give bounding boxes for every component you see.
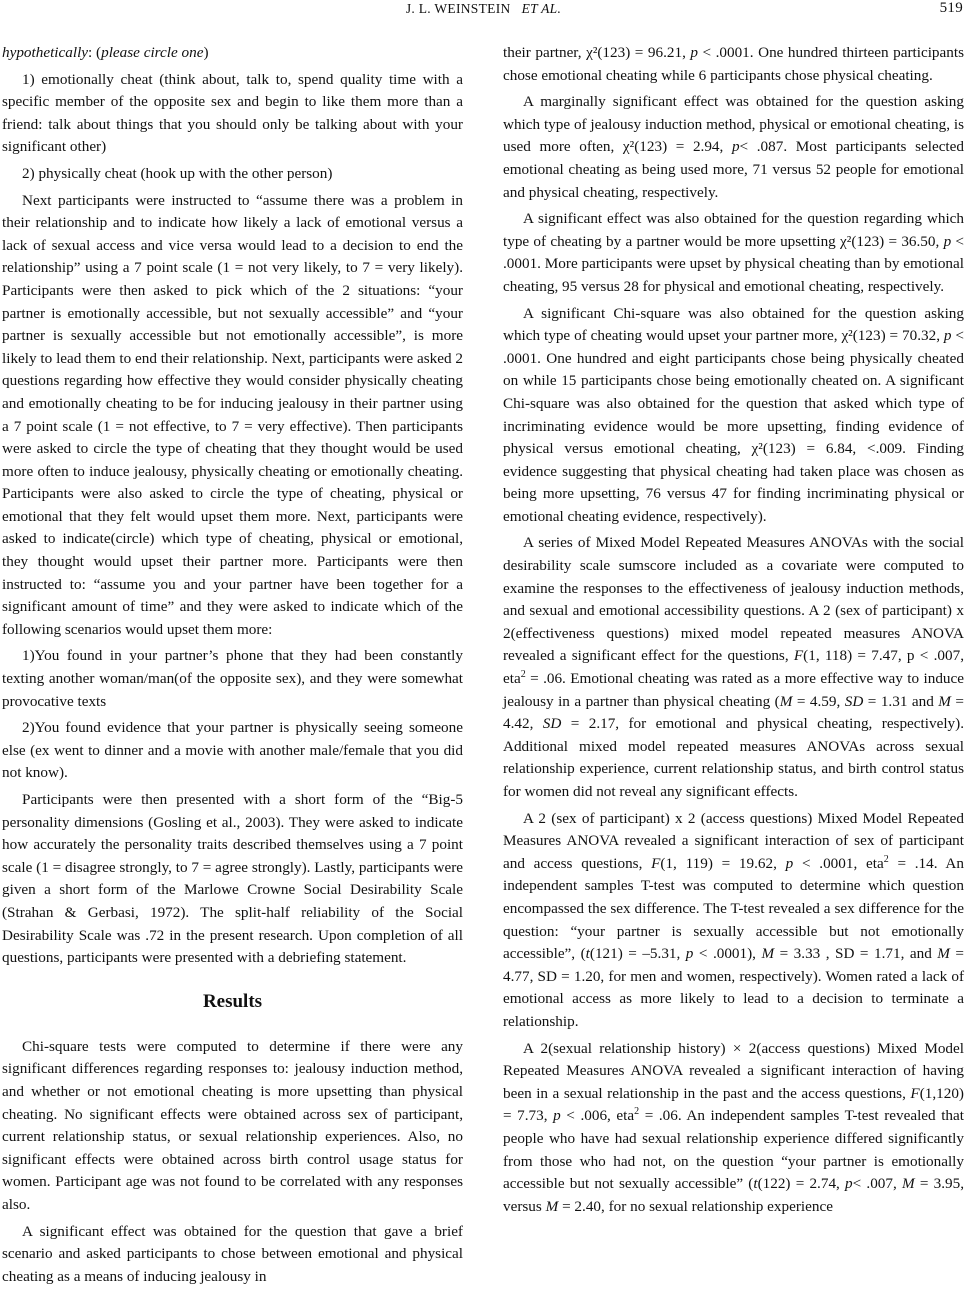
paragraph-scenario-1: 1)You found in your partner’s phone that they had been constantly texting another woman/man(of the opposite sex), and they were somewhat provocative texts xyxy=(2,647,463,710)
text-run: < .007, xyxy=(852,1175,902,1193)
italic-p: p xyxy=(690,44,698,61)
paragraph-procedure: Next participants were instructed to “assume there was a problem in their relationship and to indicate how likely a lack of emotional versus a lack of sexual access and vice versa would lead to a decision to end the relationship” using a 7 point scale (1 = not very likely, to 7 = very likely). Participants were then asked to pick which of the 2 situations: “your partner is emotionally accessible, but not sexually accessible” and “your partner is sexually accessible but not emotionally accessible”, is more likely to lead them to end their relationship. Next, participants were asked 2 questions regarding how effective they would consider physically cheating and emotionally cheating to be for inducing jealousy in their partner using a 7 point scale (1 = not effective, to 7 = very effective). Then participants were asked to circle the type of cheating that they thought would be used more often to induce jealousy, physically cheating or emotionally cheating. Participants were also asked to circle the type of cheating, physical or emotional that they felt would upset them more. Next, participants were asked to indicate(circle) which type of cheating, physical or emotional, they thought would upset their partner more. Participants were then instructed to: “assume you and your partner have been together for a significant amount of time” and they were asked to indicate which of the following scenarios would upset them more: xyxy=(2,191,463,638)
superscript: 2 xyxy=(634,1106,640,1118)
paragraph-option-emotional: 1) emotionally cheat (think about, talk to, spend quality time with a specific member of the opposite sex and begin to like them more than a friend: talk about things that you should only be talking about with your significant other) xyxy=(2,70,463,156)
text-run: (1, 119) = 19.62, xyxy=(660,854,786,872)
text-run: < .0001. More participants were upset by physical cheating than by emotional cheating, 95 versus 28 for physical and emotional cheating, respectively. xyxy=(503,232,964,295)
paragraph-partner-upset xyxy=(503,303,964,529)
italic-p: p xyxy=(731,138,740,156)
italic-F: F xyxy=(793,647,804,665)
text-run: A 2(sexual relationship history) × 2(access questions) Mixed Model Repeated Measures ANOVA revealed a significant interaction of having been in a sexual relationship in the past and the access questions, xyxy=(503,1039,964,1102)
text-run: = 1.31 and xyxy=(863,692,939,710)
text-run: < .0001. One hundred and eight participants chose being physically cheated on while 15 participants chose being emotionally cheated on. A significant Chi-square was also obtained for the question that asked which type of incriminating evidence would be more upsetting, finding evidence of physical versus emotional cheating, χ²(123) = 6.84, <.009. Finding evidence suggesting that physical cheating had taken place was chosen as being more upsetting, 76 versus 47 for finding incriminating physical or emotional cheating evidence, respectively). xyxy=(503,327,964,525)
text-run: = .14. An independent samples T-test was computed to determine which question encompassed the sex difference. The T-test revealed a sex difference for the question: “your partner is sexually accessible but not emotionally accessible”, ( xyxy=(503,854,964,963)
italic-M: M xyxy=(938,692,951,710)
text-run: (1,120) = 7.73, xyxy=(503,1084,964,1125)
hypothetically-close: ) xyxy=(203,44,209,61)
text-run: = 3.95, versus xyxy=(503,1175,965,1215)
italic-p: p xyxy=(943,232,952,250)
text-run: < .087. Most participants selected emotional cheating as being used more, 71 versus 52 people for emotional and physical cheating, respectively. xyxy=(503,138,964,201)
hypothetically-sep: : ( xyxy=(88,44,102,61)
paragraph-upsetting xyxy=(503,208,964,298)
text-run: = 3.33 , SD = 1.71, and xyxy=(774,945,938,963)
italic-M: M xyxy=(545,1197,559,1215)
text-run: = 2.17, for emotional and physical cheating, respectively). Additional mixed model repeated measures ANOVAs across sexual relationship experience, current relationship status, and birth control status for women did not reveal any significant effects. xyxy=(503,715,964,800)
text-run: A significant Chi-square was also obtained for the question asking which type of cheating would upset your partner more, χ²(123) = 70.32, xyxy=(503,304,964,345)
italic-p: p xyxy=(845,1175,853,1193)
paragraph-marginal xyxy=(503,91,964,204)
superscript: 2 xyxy=(883,853,889,865)
running-head xyxy=(0,1,967,17)
paragraph-big5: Participants were then presented with a short form of the “Big-5 personality dimensions (Gosling et al., 2003). They were asked to indicate how accurately the personality traits described themselves using a 7 point scale (1 = disagree strongly, to 7 = agree strongly). Lastly, participants were given a short form of the Marlowe Crowne Social Desirability Scale (Strahan & Gerbasi, 1972). The split-half reliability of the Social Desirability Scale was .72 in the present research. Upon completion of all questions, participants were presented with a debriefing statement. xyxy=(2,791,463,967)
paragraph-hypothetically xyxy=(2,42,463,65)
italic-F: F xyxy=(651,854,661,872)
results-heading: Results xyxy=(202,990,263,1012)
text-run: A significant effect was also obtained for the question regarding which type of cheating by a partner would be more upsetting χ²(123) = 36.50, xyxy=(503,210,964,250)
italic-t: t xyxy=(585,945,590,963)
running-head-author: J. L. WEINSTEIN xyxy=(405,1,511,16)
text-run: = .06. Emotional cheating was rated as a more effective way to induce jealousy in a partner than physical cheating ( xyxy=(503,670,964,710)
text-run: < .0001, eta xyxy=(793,854,884,872)
italic-SD: SD xyxy=(542,715,562,733)
text-run: = 4.42, xyxy=(503,692,964,733)
italic-p: p xyxy=(785,854,794,872)
running-header xyxy=(0,0,967,24)
text-run: (1, 118) = 7.47, p < .007, eta xyxy=(503,647,964,688)
text-run: = 4.59, xyxy=(792,692,845,710)
italic-M: M xyxy=(937,945,950,963)
text-run: A marginally significant effect was obtained for the question asking which type of jealousy induction method, physical or emotional cheating, is used more often, χ²(123) = 2.94, xyxy=(503,93,964,156)
hypothetically-label: hypothetically xyxy=(2,44,89,61)
paragraph-relationship-history xyxy=(503,1038,964,1219)
italic-p: p xyxy=(943,327,952,345)
paragraph-scenario-2: 2)You found evidence that your partner is physically seeing someone else (ex went to dinner and a movie with another male/female that you did not know). xyxy=(2,719,463,782)
paragraph-chi-square: Chi-square tests were computed to determine if there were any significant differences regarding responses to: jealousy induction method, and whether or not emotional cheating is more upsetting than physical cheating. No significant effects were obtained across sex of participant, current relationship status, or sexual relationship experiences. Also, no significant effects were obtained across birth control usage status for women. Participant age was not found to be correlated with any responses also. xyxy=(2,1037,463,1213)
right-column xyxy=(503,42,964,1222)
page-number: 519 xyxy=(939,0,963,16)
text-run: A 2 (sex of participant) x 2 (access questions) Mixed Model Repeated Measures ANOVA revealed a significant interaction of sex of participant and access questions, xyxy=(503,809,964,872)
italic-M: M xyxy=(779,692,793,710)
paragraph-significant-effect: A significant effect was obtained for the question that gave a brief scenario and asked participants to chose between emotional and physical cheating as a means of inducing jealousy in xyxy=(2,1222,463,1285)
text-run: < .0001), xyxy=(693,945,762,963)
text-run: (122) = 2.74, xyxy=(757,1175,846,1193)
text-run: < .0001. One hundred thirteen participants chose emotional cheating while 6 participants chose physical cheating. xyxy=(503,44,964,84)
italic-SD: SD xyxy=(844,692,864,710)
text-run: A series of Mixed Model Repeated Measures ANOVAs with the social desirability scale sumscore included as a covariate were computed to examine the responses to the effectiveness of jealousy induction methods, and sexual and emotional accessibility questions. A 2 (sex of participant) x 2(effectiveness questions) mixed model repeated measures ANOVA revealed a significant effect for the questions, xyxy=(503,534,964,665)
text-run: < .006, eta xyxy=(560,1107,635,1125)
paragraph-option-physical: 2) physically cheat (hook up with the other person) xyxy=(22,164,333,182)
italic-p: p xyxy=(685,945,694,963)
italic-t: t xyxy=(753,1175,758,1193)
running-head-etal: ET AL. xyxy=(521,1,562,16)
paragraph-continuation xyxy=(503,42,964,87)
italic-M: M xyxy=(902,1175,915,1193)
italic-M: M xyxy=(761,945,775,963)
italic-F: F xyxy=(910,1084,920,1102)
circle-instruction: please circle one xyxy=(101,44,204,61)
text-run: = 4.77, SD = 1.20, for men and women, respectively). Women rated a lack of emotional access as more likely to lead to a decision to terminate a relationship. xyxy=(503,945,964,1030)
paragraph-mixed-anova xyxy=(503,532,964,803)
left-column xyxy=(2,42,463,1292)
italic-p: p xyxy=(553,1107,561,1125)
superscript: 2 xyxy=(520,668,526,680)
text-run: their partner, χ²(123) = 96.21, xyxy=(503,44,691,61)
text-run: = .06. An independent samples T-test revealed that people who have had sexual relationship experience differed significantly from those who had not, on the question “your partner is emotionally accessible but not sexually accessible” ( xyxy=(503,1107,964,1193)
text-run: = 2.40, for no sexual relationship experience xyxy=(558,1197,833,1215)
paragraph-access-questions xyxy=(503,808,964,1034)
text-run: (121) = –5.31, xyxy=(589,945,686,963)
